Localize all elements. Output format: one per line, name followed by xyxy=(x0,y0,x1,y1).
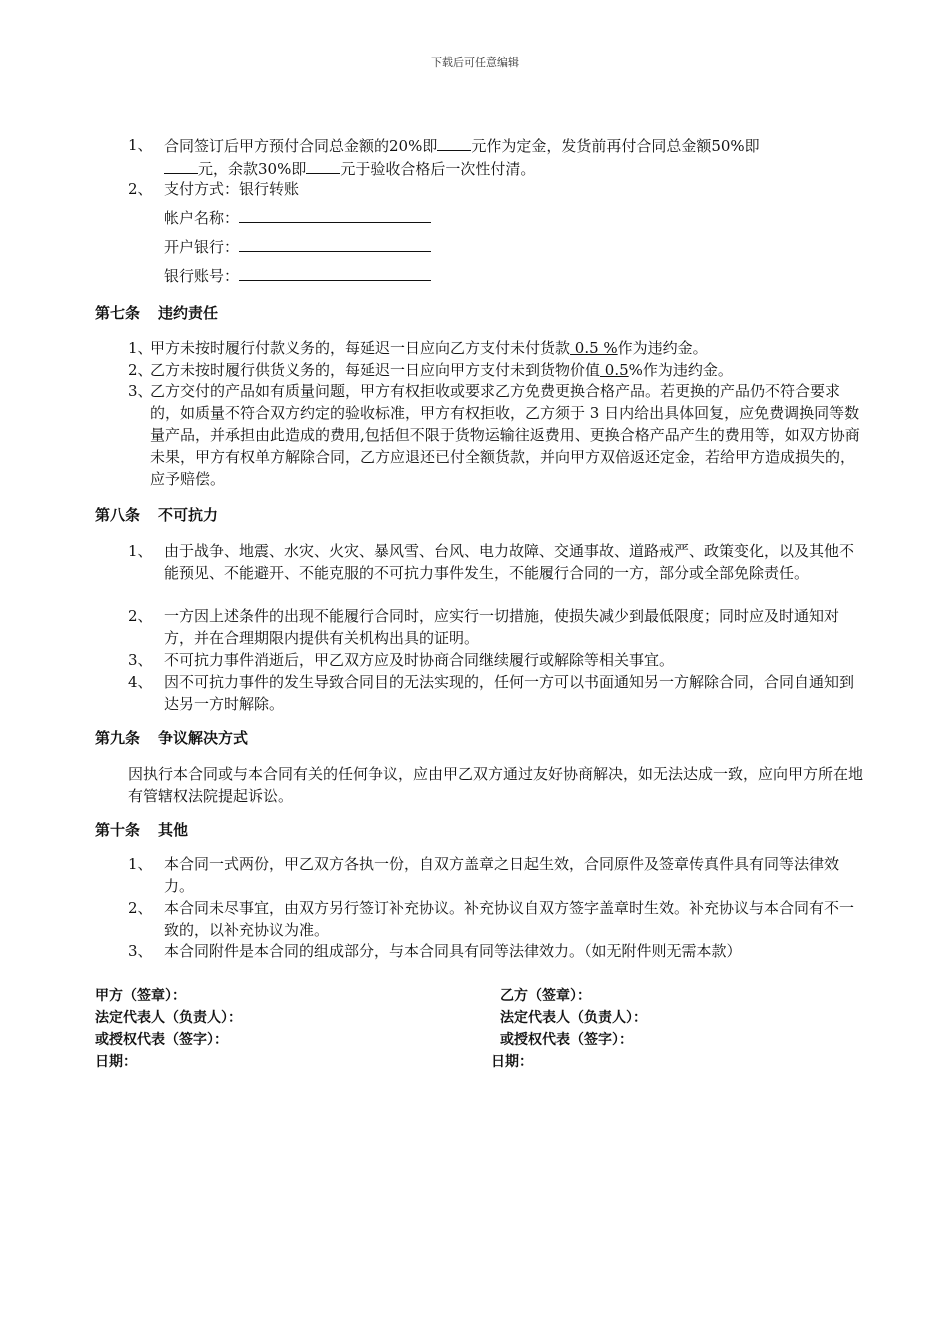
section-number: 第八条 xyxy=(95,506,141,524)
item-number: 2、 xyxy=(128,361,153,379)
payment-text-3: 元，余款30%即 xyxy=(198,160,307,178)
s7-item-2-text: 乙方未按时履行供货义务的，每延迟一日应向甲方支付未到货物价值 xyxy=(150,361,601,379)
party-b-date: 日期： xyxy=(491,1054,533,1070)
bank-blank[interactable] xyxy=(239,235,431,252)
item-number: 4、 xyxy=(128,673,153,691)
payment-text-2: 元作为定金，发货前再付合同总金额50%即 xyxy=(471,137,760,155)
s10-item-1-text: 本合同一式两份，甲乙双方各执一份，自双方盖章之日起生效，合同原件及签章传真件具有同等法律效力。 xyxy=(164,855,840,895)
s10-item-3 xyxy=(128,940,868,962)
deposit-amount-blank[interactable] xyxy=(437,134,471,151)
party-a-representative: 法定代表人（负责人）： xyxy=(95,1010,242,1026)
s10-item-1 xyxy=(128,853,868,897)
penalty-rate-payment: 0.5 % xyxy=(570,339,618,357)
section-number: 第九条 xyxy=(95,729,141,747)
party-b-authorized: 或授权代表（签字）： xyxy=(500,1032,633,1048)
section-number: 第七条 xyxy=(95,304,141,322)
item-number: 2、 xyxy=(128,607,153,625)
item-number: 1、 xyxy=(128,136,153,154)
party-a-authorized: 或授权代表（签字）： xyxy=(95,1032,228,1048)
item-number: 3、 xyxy=(128,382,153,400)
section-title: 争议解决方式 xyxy=(158,729,249,747)
section-8-heading xyxy=(95,504,218,526)
party-a-date: 日期： xyxy=(95,1054,137,1070)
s9-text: 因执行本合同或与本合同有关的任何争议，应由甲乙双方通过友好协商解决，如无法达成一致，应向甲方所在地有管辖权法院提起诉讼。 xyxy=(128,765,864,805)
s7-item-1-suffix: 作为违约金。 xyxy=(617,339,708,357)
s8-item-3-text: 不可抗力事件消逝后，甲乙双方应及时协商合同继续履行或解除等相关事宜。 xyxy=(164,651,675,669)
s7-item-1-text: 甲方未按时履行付款义务的，每延迟一日应向乙方支付未付货款 xyxy=(150,339,571,357)
s8-item-2 xyxy=(128,605,868,649)
account-number-field xyxy=(164,264,431,287)
account-number-label: 银行账号： xyxy=(164,267,240,285)
section-10-heading xyxy=(95,819,188,841)
balance-amount-blank[interactable] xyxy=(306,157,340,174)
account-name-blank[interactable] xyxy=(239,206,431,223)
page-header-note: 下载后可任意编辑 xyxy=(431,56,519,69)
penalty-rate-delivery: 0.5 xyxy=(600,361,629,379)
s8-item-3 xyxy=(128,649,868,671)
s7-item-2-suffix: %作为违约金。 xyxy=(628,361,733,379)
party-b-representative: 法定代表人（负责人）： xyxy=(500,1010,647,1026)
shipment-amount-blank[interactable] xyxy=(164,157,198,174)
account-name-field xyxy=(164,206,431,229)
payment-text-1: 合同签订后甲方预付合同总金额的20%即 xyxy=(164,137,438,155)
s7-item-2 xyxy=(128,359,868,381)
payment-text-4: 元于验收合格后一次性付清。 xyxy=(340,160,536,178)
section-title: 其他 xyxy=(158,821,189,839)
s7-item-1 xyxy=(128,337,868,359)
s8-item-1-text: 由于战争、地震、水灾、火灾、暴风雪、台风、电力故障、交通事故、道路戒严、政策变化，以及其他不能预见、不能避开、不能克服的不可抗力事件发生，不能履行合同的一方，部分或全部免除责任。 xyxy=(164,542,855,582)
item-number: 1、 xyxy=(128,542,153,560)
s8-item-4-text: 因不可抗力事件的发生导致合同目的无法实现的，任何一方可以书面通知另一方解除合同，合同自通知到达另一方时解除。 xyxy=(164,673,855,713)
account-name-label: 帐户名称： xyxy=(164,209,240,227)
item-number: 2、 xyxy=(128,180,153,198)
item-number: 1、 xyxy=(128,855,153,873)
item-number: 3、 xyxy=(128,651,153,669)
payment-item-1 xyxy=(128,134,868,180)
party-a-seal: 甲方（签章）： xyxy=(95,988,186,1004)
section-title: 违约责任 xyxy=(158,304,219,322)
s10-item-2-text: 本合同未尽事宜，由双方另行签订补充协议。补充协议自双方签字盖章时生效。补充协议与本合同有不一致的，以补充协议为准。 xyxy=(164,899,855,939)
section-9-heading xyxy=(95,727,248,749)
s8-item-1 xyxy=(128,540,868,584)
item-number: 2、 xyxy=(128,899,153,917)
account-number-blank[interactable] xyxy=(239,264,431,281)
bank-label: 开户银行： xyxy=(164,238,240,256)
s8-item-4 xyxy=(128,671,868,715)
section-7-heading xyxy=(95,302,218,324)
s8-item-2-text: 一方因上述条件的出现不能履行合同时，应实行一切措施，使损失减少到最低限度；同时应及时通知对方，并在合理期限内提供有关机构出具的证明。 xyxy=(164,607,840,647)
item-number: 1、 xyxy=(128,339,153,357)
s7-item-3 xyxy=(128,380,864,490)
payment-item-2 xyxy=(128,178,868,200)
s10-item-2 xyxy=(128,897,868,941)
section-number: 第十条 xyxy=(95,821,141,839)
payment-method: 支付方式：银行转账 xyxy=(164,180,300,198)
s7-item-3-text: 乙方交付的产品如有质量问题，甲方有权拒收或要求乙方免费更换合格产品。若更换的产品仍不符合要求的，如质量不符合双方约定的验收标准，甲方有权拒收，乙方须于 3 日内给出具体回复，应免费调换同等数量产品，并承担由此造成的费用,包括但不限于货物运输往返费用、更换合格产品产生的费用等，如双方协商未果，甲方有权单方解除合同，乙方应退还已付全额货款，并向甲方双倍返还定金，若给甲方造成损失的，应予赔偿。 xyxy=(150,382,860,488)
party-b-seal: 乙方（签章）： xyxy=(500,988,591,1004)
section-title: 不可抗力 xyxy=(158,506,219,524)
item-number: 3、 xyxy=(128,942,153,960)
s10-item-3-text: 本合同附件是本合同的组成部分，与本合同具有同等法律效力。（如无附件则无需本款） xyxy=(164,942,742,960)
bank-field xyxy=(164,235,431,258)
